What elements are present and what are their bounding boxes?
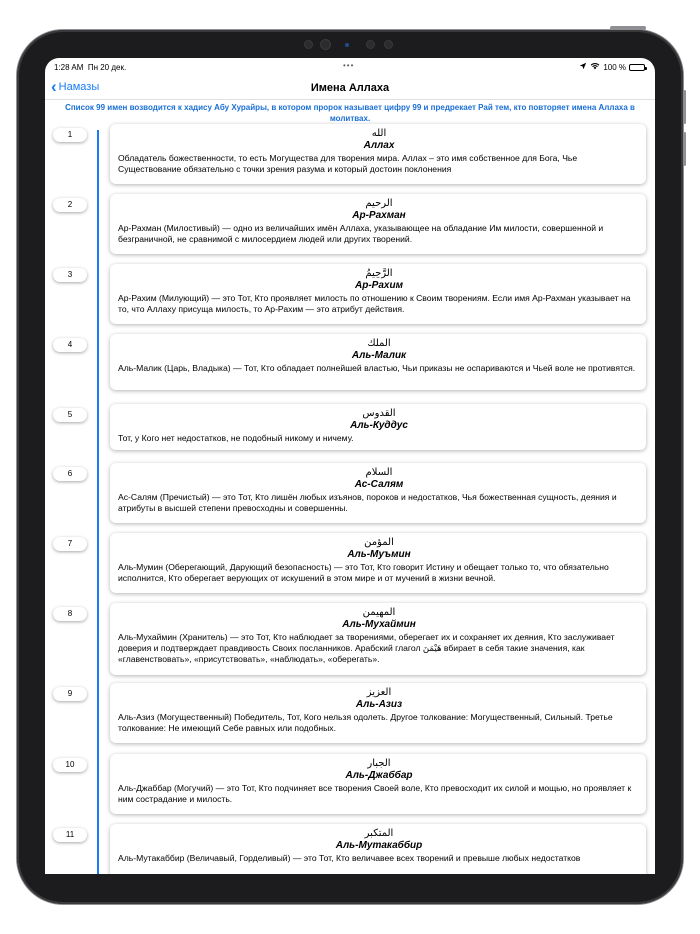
name-description: Ас-Салям (Пречистый) — это Тот, Кто лишён любых изъянов, пороков и недостатков, Чья божественная сущность, деяния и атрибуты в высшей степени превосходны и совершенны. <box>118 492 617 513</box>
name-description: Ар-Рахим (Милующий) — это Тот, Кто проявляет милость по отношению к Своим творениям. Если имя Ар-Рахман указывает на то, что Аллаху присуща милость, то Ар-Рахим — это атрибут действия. <box>118 293 631 314</box>
multitask-dots[interactable]: ••• <box>343 61 355 70</box>
name-card[interactable] <box>110 404 646 450</box>
name-transliteration: Ар-Рахман <box>352 210 406 221</box>
name-transliteration: Ар-Рахим <box>355 280 403 291</box>
volume-up-button <box>683 90 686 124</box>
name-transliteration: Аль-Малик <box>351 350 407 361</box>
name-card[interactable] <box>110 463 646 523</box>
status-right <box>579 62 645 72</box>
name-card[interactable] <box>110 603 646 675</box>
name-arabic: القدوس <box>362 408 396 419</box>
name-number-badge: 4 <box>53 338 87 352</box>
name-number-badge: 8 <box>53 607 87 621</box>
name-transliteration: Аль-Азиз <box>355 699 403 710</box>
name-description: Обладатель божественности, то есть Могущества для творения мира. Аллах – это имя собственное для Бога, Чье Существование обязательно с точки зрения разума и который достоин поклонения <box>118 153 578 174</box>
name-arabic: الله <box>371 128 387 139</box>
back-button[interactable] <box>51 77 100 96</box>
name-arabic: السلام <box>365 467 393 478</box>
name-description: Ар-Рахман (Милостивый) — одно из величайших имён Аллаха, указывающее на обладание Им милости, совершенной и безграничной, не сравнимой с милосердием людей или других творений. <box>118 223 604 244</box>
name-number-badge: 2 <box>53 198 87 212</box>
name-description: Аль-Мухаймин (Хранитель) — это Тот, Кто наблюдает за творениями, оберегает их и сохраняет их деяния, Кто заслуживает доверия и подтверждает правдивость Своих посланников. Арабский глагол هَيْمَنَ вбирает в себя такие значения, как «главенствовать», «присутствовать», «наблюдать», «оберегать». <box>118 632 615 664</box>
name-number-badge: 11 <box>53 828 87 842</box>
name-number-badge: 1 <box>53 128 87 142</box>
name-arabic: الجبار <box>367 758 391 769</box>
name-number-badge: 9 <box>53 687 87 701</box>
status-bar <box>45 58 655 76</box>
timeline-line <box>97 130 99 874</box>
volume-down-button <box>683 132 686 166</box>
name-description: Аль-Джаббар (Могучий) — это Тот, Кто подчиняет все творения Своей воле, Кто превосходит их силой и мощью, но проявляет к ним сострадание и милость. <box>118 783 632 804</box>
name-card[interactable] <box>110 683 646 743</box>
name-card[interactable] <box>110 824 646 874</box>
status-time: 1:28 AM Пн 20 дек. <box>54 63 127 72</box>
top-button <box>610 26 646 30</box>
nav-bar <box>45 76 655 100</box>
name-card[interactable] <box>110 124 646 184</box>
name-number-badge: 3 <box>53 268 87 282</box>
name-card[interactable] <box>110 533 646 593</box>
intro-text: Список 99 имен возводится к хадису Абу Хурайры, в котором пророк называет цифру 99 и предрекает Рай тем, кто повторяет имена Аллаха в молитвах. <box>65 103 635 123</box>
name-number-badge: 7 <box>53 537 87 551</box>
name-transliteration: Ас-Салям <box>354 479 404 490</box>
name-transliteration: Аль-Муъмин <box>347 549 411 560</box>
battery-percent: 100 % <box>603 62 626 72</box>
name-number-badge: 5 <box>53 408 87 422</box>
name-description: Аль-Мутакаббир (Величавый, Горделивый) — это Тот, Кто величавее всех творений и превыше любых недостатков <box>118 853 581 863</box>
name-arabic: الرَّحِيمُ <box>365 268 393 279</box>
name-arabic: المهيمن <box>362 607 396 618</box>
name-description: Аль-Мумин (Оберегающий, Дарующий безопасность) — это Тот, Кто говорит Истину и обещает только то, что обязательно исполнится, Кто оберегает верующих от искушений в этом мире и от мучений в жизни вечной. <box>118 562 609 583</box>
name-arabic: الملك <box>367 338 391 349</box>
name-arabic: المتكبر <box>364 828 394 839</box>
name-number-badge: 10 <box>53 758 87 772</box>
name-arabic: العزيز <box>366 687 392 698</box>
camera-bar <box>300 37 400 51</box>
name-card[interactable] <box>110 264 646 324</box>
app-screen <box>45 58 655 874</box>
name-transliteration: Аль-Джаббар <box>345 770 413 781</box>
battery-icon <box>629 64 645 71</box>
wifi-icon <box>590 62 600 72</box>
name-description: Аль-Азиз (Могущественный) Победитель, Тот, Кого нельзя одолеть. Другое толкование: Могущественный, Сильный. Третье толкование: Не имеющий Себе равных или подобных. <box>118 712 613 733</box>
page-title: Имена Аллаха <box>310 82 390 94</box>
back-label: Намазы <box>58 81 100 93</box>
name-transliteration: Аллах <box>363 140 395 151</box>
name-arabic: المؤمن <box>364 537 394 548</box>
name-card[interactable] <box>110 194 646 254</box>
location-icon <box>579 62 587 72</box>
name-description: Аль-Малик (Царь, Владыка) — Тот, Кто обладает полнейшей властью, Чьи приказы не оспариваются и Чьей воле не противятся. <box>118 363 636 373</box>
name-description: Тот, у Кого нет недостатков, не подобный никому и ничему. <box>118 433 354 443</box>
name-arabic: الرحيم <box>365 198 393 209</box>
chevron-left-icon: ‹ <box>51 77 57 96</box>
name-card[interactable] <box>110 334 646 390</box>
name-transliteration: Аль-Мутакаббир <box>335 840 423 851</box>
name-card[interactable] <box>110 754 646 814</box>
name-transliteration: Аль-Куддус <box>350 420 408 431</box>
name-number-badge: 6 <box>53 467 87 481</box>
name-transliteration: Аль-Мухаймин <box>342 619 416 630</box>
